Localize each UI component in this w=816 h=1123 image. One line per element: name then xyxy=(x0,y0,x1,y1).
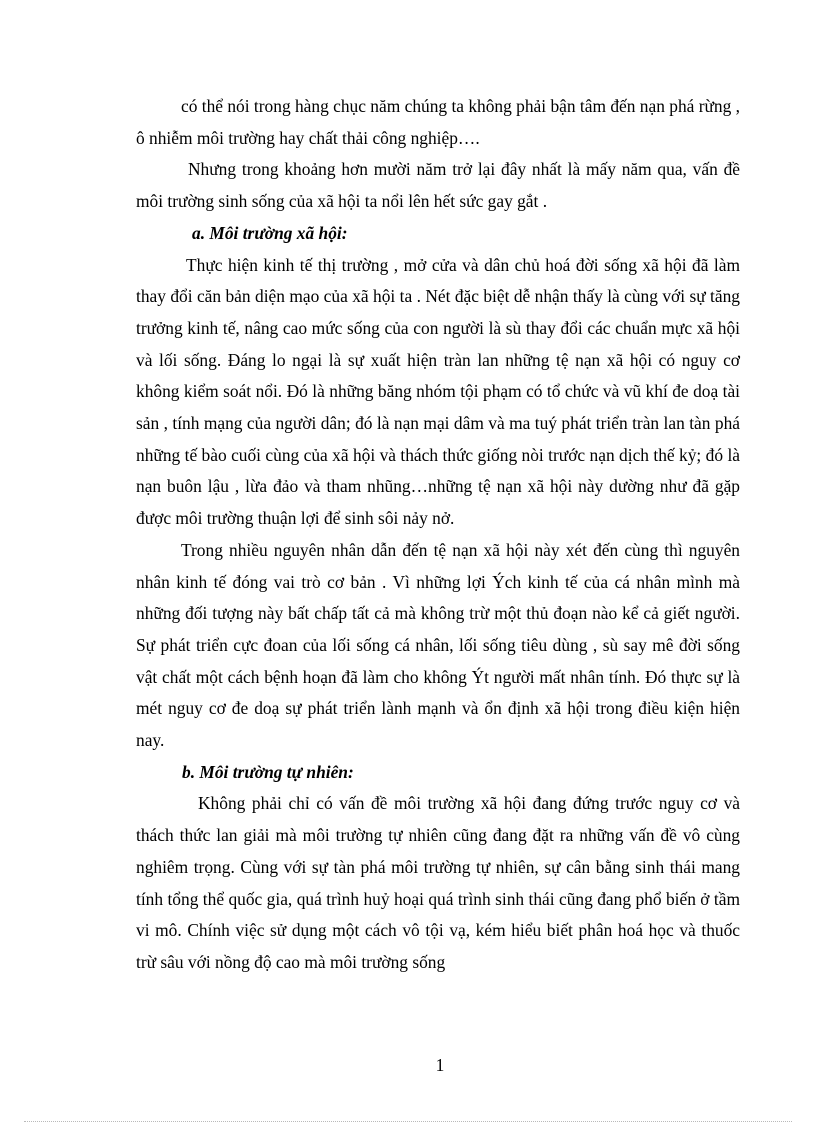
paragraph-recent-decade: Nhưng trong khoảng hơn mười năm trở lại đây nhất là mấy năm qua, vấn đề môi trường sinh sống của xã hội ta nổi lên hết sức gay gắt . xyxy=(136,159,740,212)
paragraph-market-economy: Thực hiện kinh tế thị trường , mở cửa và dân chủ hoá đời sống xã hội đã làm thay đổi căn bản diện mạo của xã hội ta . Nét đặc biệt dễ nhận thấy là cùng với sự tăng trưởng kinh tế, nâng cao mức sống của con người là sù thay đổi các chuẩn mực xã hội và lối sống. Đáng lo ngại là sự xuất hiện tràn lan những tệ nạn xã hội có nguy cơ không kiểm soát nổi. Đó là những băng nhóm tội phạm có tổ chức và vũ khí đe doạ tài sản , tính mạng của người dân; đó là nạn mại dâm và ma tuý phát triển tràn lan tàn phá những tế bào cuối cùng của xã hội và thách thức giống nòi trước nạn dịch thế kỷ; đó là nạn buôn lậu , lừa đảo và tham nhũng…những tệ nạn xã hội này dường như đã gặp được môi trường thuận lợi để sinh sôi nảy nở. xyxy=(136,254,740,529)
section-heading-social-environment: a. Môi trường xã hội: xyxy=(192,222,348,243)
section-heading-natural-environment: b. Môi trường tự nhiên: xyxy=(182,761,354,782)
page-bottom-divider xyxy=(24,1121,792,1122)
paragraph-intro-continued: có thể nói trong hàng chục năm chúng ta không phải bận tâm đến nạn phá rừng , ô nhiễm môi trường hay chất thải công nghiệp…. xyxy=(136,96,741,148)
paragraph-economic-causes: Trong nhiều nguyên nhân dẫn đến tệ nạn xã hội này xét đến cùng thì nguyên nhân kinh tế đóng vai trò cơ bản . Vì những lợi Ých kinh tế của cá nhân mình mà những đối tượng này bất chấp tất cả mà không trừ một thủ đoạn nào kể cả giết người. Sự phát triển cực đoan của lối sống cá nhân, lối sống tiêu dùng , sù say mê đời sống vật chất một cách bệnh hoạn đã làm cho không Ýt người mất nhân tính. Đó thực sự là mét nguy cơ đe doạ sự phát triển lành mạnh và ổn định xã hội trong điều kiện hiện nay. xyxy=(136,539,740,751)
paragraph-natural-environment: Không phải chỉ có vấn đề môi trường xã hội đang đứng trước nguy cơ và thách thức lan giải mà môi trường tự nhiên cũng đang đặt ra những vấn đề vô cùng nghiêm trọng. Cùng với sự tàn phá môi trường tự nhiên, sự cân bằng sinh thái mang tính tổng thể quốc gia, quá trình huỷ hoại quá trình sinh thái cũng đang phổ biến ở tầm vi mô. Chính việc sử dụng một cách vô tội vạ, kém hiểu biết phân hoá học và thuốc trừ sâu với nồng độ cao mà môi trường sống xyxy=(136,793,740,972)
document-body xyxy=(136,91,740,979)
page-number: 1 xyxy=(435,1055,445,1075)
